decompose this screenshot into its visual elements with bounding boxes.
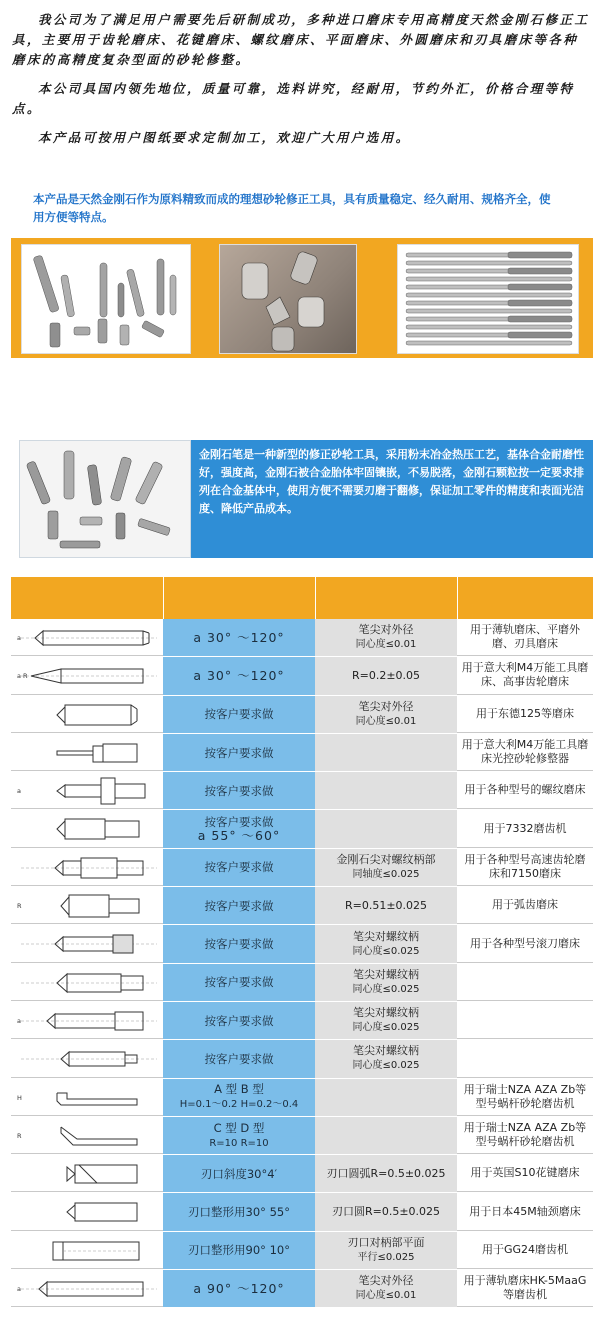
- angle-label: a R: [17, 672, 28, 681]
- tolerance-text: 刃口对柄部平面: [347, 1235, 425, 1249]
- spec-text: 按客户要求做: [204, 745, 274, 760]
- tool-diagram: [17, 1159, 159, 1189]
- spec-cell: [163, 1193, 315, 1230]
- spec-cell: [163, 619, 315, 656]
- usage-cell: [457, 1040, 593, 1077]
- table-row: [11, 810, 593, 848]
- tolerance-text: R=0.51±0.025: [344, 898, 428, 912]
- tool-diagram: [17, 929, 159, 959]
- header-divider: [163, 577, 164, 619]
- spec-text-2: a 55° ～60°: [197, 828, 281, 844]
- tool-diagram-cell: [11, 1270, 163, 1307]
- tool-diagram-cell: [11, 657, 163, 694]
- spec-text: 按客户要求做: [204, 783, 274, 798]
- usage-cell: [457, 1117, 593, 1154]
- spec-text: 按客户要求做: [204, 707, 274, 722]
- table-row: [11, 696, 593, 734]
- tolerance-cell: [315, 925, 457, 962]
- usage-cell: [457, 734, 593, 771]
- tool-diagram: [17, 1274, 159, 1304]
- tool-diagram: [17, 891, 159, 921]
- tolerance-cell: [315, 1193, 457, 1230]
- table-row: [11, 849, 593, 887]
- table-row: [11, 1079, 593, 1117]
- table-row: [11, 1002, 593, 1040]
- table-row: [11, 1193, 593, 1231]
- usage-cell: [457, 1155, 593, 1192]
- tolerance-text-2: 同心度≤0.025: [352, 1022, 420, 1034]
- usage-text: 用于各种型号高速齿轮磨床和7150磨床: [464, 852, 586, 880]
- intro-paragraph-3: 本产品可按用户图纸要求定制加工，欢迎广大用户选用。: [38, 130, 411, 145]
- diamond-pen-description: 金刚石笔是一种新型的修正砂轮工具，采用粉末冶金热压工艺，基体合金耐磨性好，强度高，金刚石被合金胎体牢固镶嵌，不易脱落，金刚石颗粒按一定要求排列在合金基体中，使用方便不需要刃磨于翻修，保证加工零件的精度和表面光洁度、降低产品成本。: [199, 448, 584, 515]
- tolerance-cell: [315, 1232, 457, 1269]
- tolerance-text-2: 同心度≤0.01: [355, 639, 417, 651]
- tool-diagram-cell: [11, 1079, 163, 1116]
- diamond-pen-photo: [19, 440, 191, 558]
- usage-cell: [457, 964, 593, 1001]
- spec-text: a 30° ～120°: [193, 667, 285, 683]
- table-row: [11, 887, 593, 925]
- spec-cell: [163, 964, 315, 1001]
- tolerance-cell: [315, 696, 457, 733]
- spec-text-2: H=0.1～0.2 H=0.2～0.4: [179, 1099, 299, 1111]
- angle-label: a: [17, 787, 21, 796]
- usage-text: 用于英国S10花键磨床: [470, 1166, 580, 1180]
- tolerance-text: 笔尖对外径: [358, 623, 414, 637]
- tolerance-text: 笔尖对螺纹柄: [352, 967, 419, 981]
- usage-cell: [457, 1270, 593, 1307]
- intro-paragraph-2: 本公司具国内领先地位，质量可靠，选料讲究，经耐用，节约外汇，价格合理等特点。: [12, 81, 575, 116]
- tool-diagram-cell: [11, 887, 163, 924]
- usage-cell: [457, 772, 593, 809]
- intro-paragraph-1: 我公司为了满足用户需要先后研制成功，多种进口磨床专用高精度天然金刚石修正工具，主要用于齿轮磨床、花键磨床、螺纹磨床、平面磨床、外圆磨床和刃具磨床等各种磨床的高精度复杂型面的砂轮修整。: [12, 12, 590, 67]
- spec-text-2: R=10 R=10: [209, 1137, 269, 1149]
- usage-text: 用于弧齿磨床: [492, 898, 558, 912]
- spec-cell: [163, 734, 315, 771]
- table-row: [11, 1270, 593, 1308]
- usage-cell: [457, 1002, 593, 1039]
- tool-diagram-cell: [11, 619, 163, 656]
- spec-cell: [163, 1002, 315, 1039]
- product-table: [11, 577, 593, 1308]
- spec-cell: [163, 810, 315, 847]
- tolerance-text: 刃口圆弧R=0.5±0.025: [326, 1166, 446, 1180]
- tool-diagram-cell: [11, 772, 163, 809]
- usage-cell: [457, 1232, 593, 1269]
- tolerance-cell: [315, 772, 457, 809]
- tool-diagram-cell: [11, 1232, 163, 1269]
- tool-diagram: [17, 1197, 159, 1227]
- tool-diagram: [17, 814, 159, 844]
- tolerance-text: 刃口圆R=0.5±0.025: [331, 1205, 441, 1219]
- tolerance-cell: [315, 1155, 457, 1192]
- tool-diagram: [17, 700, 159, 730]
- tool-diagram-cell: [11, 1193, 163, 1230]
- table-row: [11, 619, 593, 657]
- tolerance-text-2: 同心度≤0.025: [352, 945, 420, 957]
- tool-diagram: [17, 776, 159, 806]
- tool-diagram: [17, 1006, 159, 1036]
- tool-diagram: [17, 853, 159, 883]
- spec-cell: [163, 849, 315, 886]
- tolerance-text-2: 同轴度≤0.025: [352, 868, 420, 880]
- tool-diagram: [17, 623, 159, 653]
- spec-text: a 30° ～120°: [193, 629, 285, 645]
- tolerance-cell: [315, 810, 457, 847]
- diamond-files-photo: [397, 244, 579, 354]
- table-body: [11, 619, 593, 1308]
- tolerance-text-2: 平行≤0.025: [357, 1251, 415, 1263]
- spec-text: A 型 B 型 H=0.1～0.2 H=0.2～0.4: [179, 1082, 299, 1111]
- spec-text: 按客户要求做: [204, 937, 274, 952]
- tool-diagram-cell: [11, 734, 163, 771]
- spec-text: 按客户要求做: [204, 860, 274, 875]
- tolerance-cell: [315, 1002, 457, 1039]
- spec-text: 刃口整形用90° 10°: [188, 1243, 290, 1258]
- tool-diagram-cell: [11, 849, 163, 886]
- diamond-pens-photo: [21, 244, 191, 354]
- tool-diagram: [17, 1236, 159, 1266]
- spec-text: 按客户要求做 a 55° ～60°: [197, 815, 281, 844]
- angle-label: a: [17, 1016, 21, 1025]
- photo-strip: [11, 238, 593, 358]
- tolerance-cell: [315, 1117, 457, 1154]
- tolerance-text: 笔尖对螺纹柄: [352, 929, 419, 943]
- usage-text: 用于薄轨磨床、平磨外磨、刃具磨床: [470, 623, 580, 651]
- usage-cell: [457, 1193, 593, 1230]
- spec-text: 按客户要求做: [204, 898, 274, 913]
- usage-cell: [457, 619, 593, 656]
- tolerance-text-2: 同心度≤0.025: [352, 1060, 420, 1072]
- tool-diagram-cell: [11, 964, 163, 1001]
- header-divider: [457, 577, 458, 619]
- tolerance-text-2: 同心度≤0.01: [355, 715, 417, 727]
- tool-diagram-cell: [11, 810, 163, 847]
- usage-text: 用于意大利M4万能工具磨床光控砂轮修整器: [461, 738, 589, 766]
- spec-cell: [163, 1079, 315, 1116]
- spec-cell: [163, 925, 315, 962]
- usage-text: 用于东德125等磨床: [476, 706, 574, 720]
- tolerance-cell: [315, 964, 457, 1001]
- spec-text: 按客户要求做: [204, 1013, 274, 1028]
- tolerance-cell: [315, 1040, 457, 1077]
- tool-diagram-cell: [11, 925, 163, 962]
- usage-text: 用于7332磨齿机: [483, 821, 567, 835]
- tolerance-cell: [315, 887, 457, 924]
- tolerance-text: 笔尖对螺纹柄: [352, 1006, 419, 1020]
- table-row: [11, 925, 593, 963]
- angle-label: R: [17, 902, 22, 911]
- usage-cell: [457, 1079, 593, 1116]
- spec-cell: [163, 1155, 315, 1192]
- spec-text: 按客户要求做: [204, 1051, 274, 1066]
- tool-diagram-cell: [11, 1155, 163, 1192]
- tolerance-cell: [315, 849, 457, 886]
- tolerance-cell: [315, 1079, 457, 1116]
- spec-cell: [163, 657, 315, 694]
- table-row: [11, 1155, 593, 1193]
- spec-cell: [163, 1232, 315, 1269]
- usage-text: 用于瑞士NZA AZA Zb等型号蜗杆砂轮磨齿机: [463, 1082, 587, 1110]
- spec-cell: [163, 1040, 315, 1077]
- tool-diagram: [17, 738, 159, 768]
- product-headline: 本产品是天然金刚石作为原料精致而成的理想砂轮修正工具，具有质量稳定、经久耐用、规格齐全，使用方便等特点。: [33, 192, 551, 224]
- tool-diagram: [17, 968, 159, 998]
- tolerance-text: 笔尖对螺纹柄: [352, 1044, 419, 1058]
- tool-diagram: [17, 1044, 159, 1074]
- table-row: [11, 734, 593, 772]
- tool-diagram-cell: [11, 1040, 163, 1077]
- diamond-pen-section: [19, 440, 593, 558]
- usage-cell: [457, 810, 593, 847]
- table-header: [11, 577, 593, 619]
- angle-label: a: [17, 1285, 21, 1294]
- spec-cell: [163, 772, 315, 809]
- usage-cell: [457, 696, 593, 733]
- table-row: [11, 1232, 593, 1270]
- tolerance-text-2: 同心度≤0.025: [352, 983, 420, 995]
- table-row: [11, 1040, 593, 1078]
- tolerance-text: 金刚石尖对螺纹柄部: [336, 852, 436, 866]
- usage-text: 用于GG24磨齿机: [481, 1242, 569, 1256]
- spec-text: a 90° ～120°: [193, 1280, 285, 1296]
- tool-diagram-cell: [11, 696, 163, 733]
- table-row: [11, 657, 593, 695]
- spec-text: 刃口整形用30° 55°: [188, 1205, 290, 1220]
- usage-text: 用于日本45M轴颈磨床: [469, 1204, 581, 1218]
- tool-diagram: [17, 1083, 159, 1113]
- tolerance-cell: [315, 619, 457, 656]
- tolerance-cell: [315, 1270, 457, 1307]
- tool-diagram-cell: [11, 1002, 163, 1039]
- spec-cell: [163, 696, 315, 733]
- tool-diagram: [17, 1121, 159, 1151]
- spec-cell: [163, 887, 315, 924]
- table-row: [11, 964, 593, 1002]
- usage-cell: [457, 925, 593, 962]
- header-divider: [315, 577, 316, 619]
- usage-text: 用于瑞士NZA AZA Zb等型号蜗杆砂轮磨齿机: [463, 1121, 587, 1148]
- spec-text: C 型 D 型 R=10 R=10: [209, 1120, 269, 1149]
- usage-cell: [457, 887, 593, 924]
- usage-text: 用于各种型号滚刀磨床: [470, 936, 580, 950]
- tool-diagram: [17, 661, 159, 691]
- spec-cell: [163, 1117, 315, 1154]
- usage-text: 用于各种型号的螺纹磨床: [464, 783, 586, 797]
- tolerance-text-2: 同心度≤0.01: [355, 1290, 417, 1302]
- tolerance-text: R=0.2±0.05: [351, 668, 421, 682]
- table-row: [11, 772, 593, 810]
- usage-text: 用于薄轨磨床HK-5MaaG等磨齿机: [463, 1274, 587, 1302]
- usage-text: 用于意大利M4万能工具磨床、高事齿轮磨床: [461, 661, 589, 689]
- angle-label: a: [17, 634, 21, 642]
- spec-text: 按客户要求做: [204, 975, 274, 990]
- tolerance-text: 笔尖对外径: [358, 1274, 414, 1288]
- spec-cell: [163, 1270, 315, 1307]
- tolerance-cell: [315, 657, 457, 694]
- dressing-tools-photo: [219, 244, 357, 354]
- tolerance-cell: [315, 734, 457, 771]
- usage-cell: [457, 849, 593, 886]
- table-row: [11, 1117, 593, 1155]
- tolerance-text: 笔尖对外径: [358, 699, 414, 713]
- angle-label: R: [17, 1131, 22, 1140]
- spec-text: 刃口斜度30°4′: [200, 1166, 278, 1181]
- intro-text: [12, 10, 592, 157]
- angle-label: H: [17, 1093, 22, 1102]
- tool-diagram-cell: [11, 1117, 163, 1154]
- usage-cell: [457, 657, 593, 694]
